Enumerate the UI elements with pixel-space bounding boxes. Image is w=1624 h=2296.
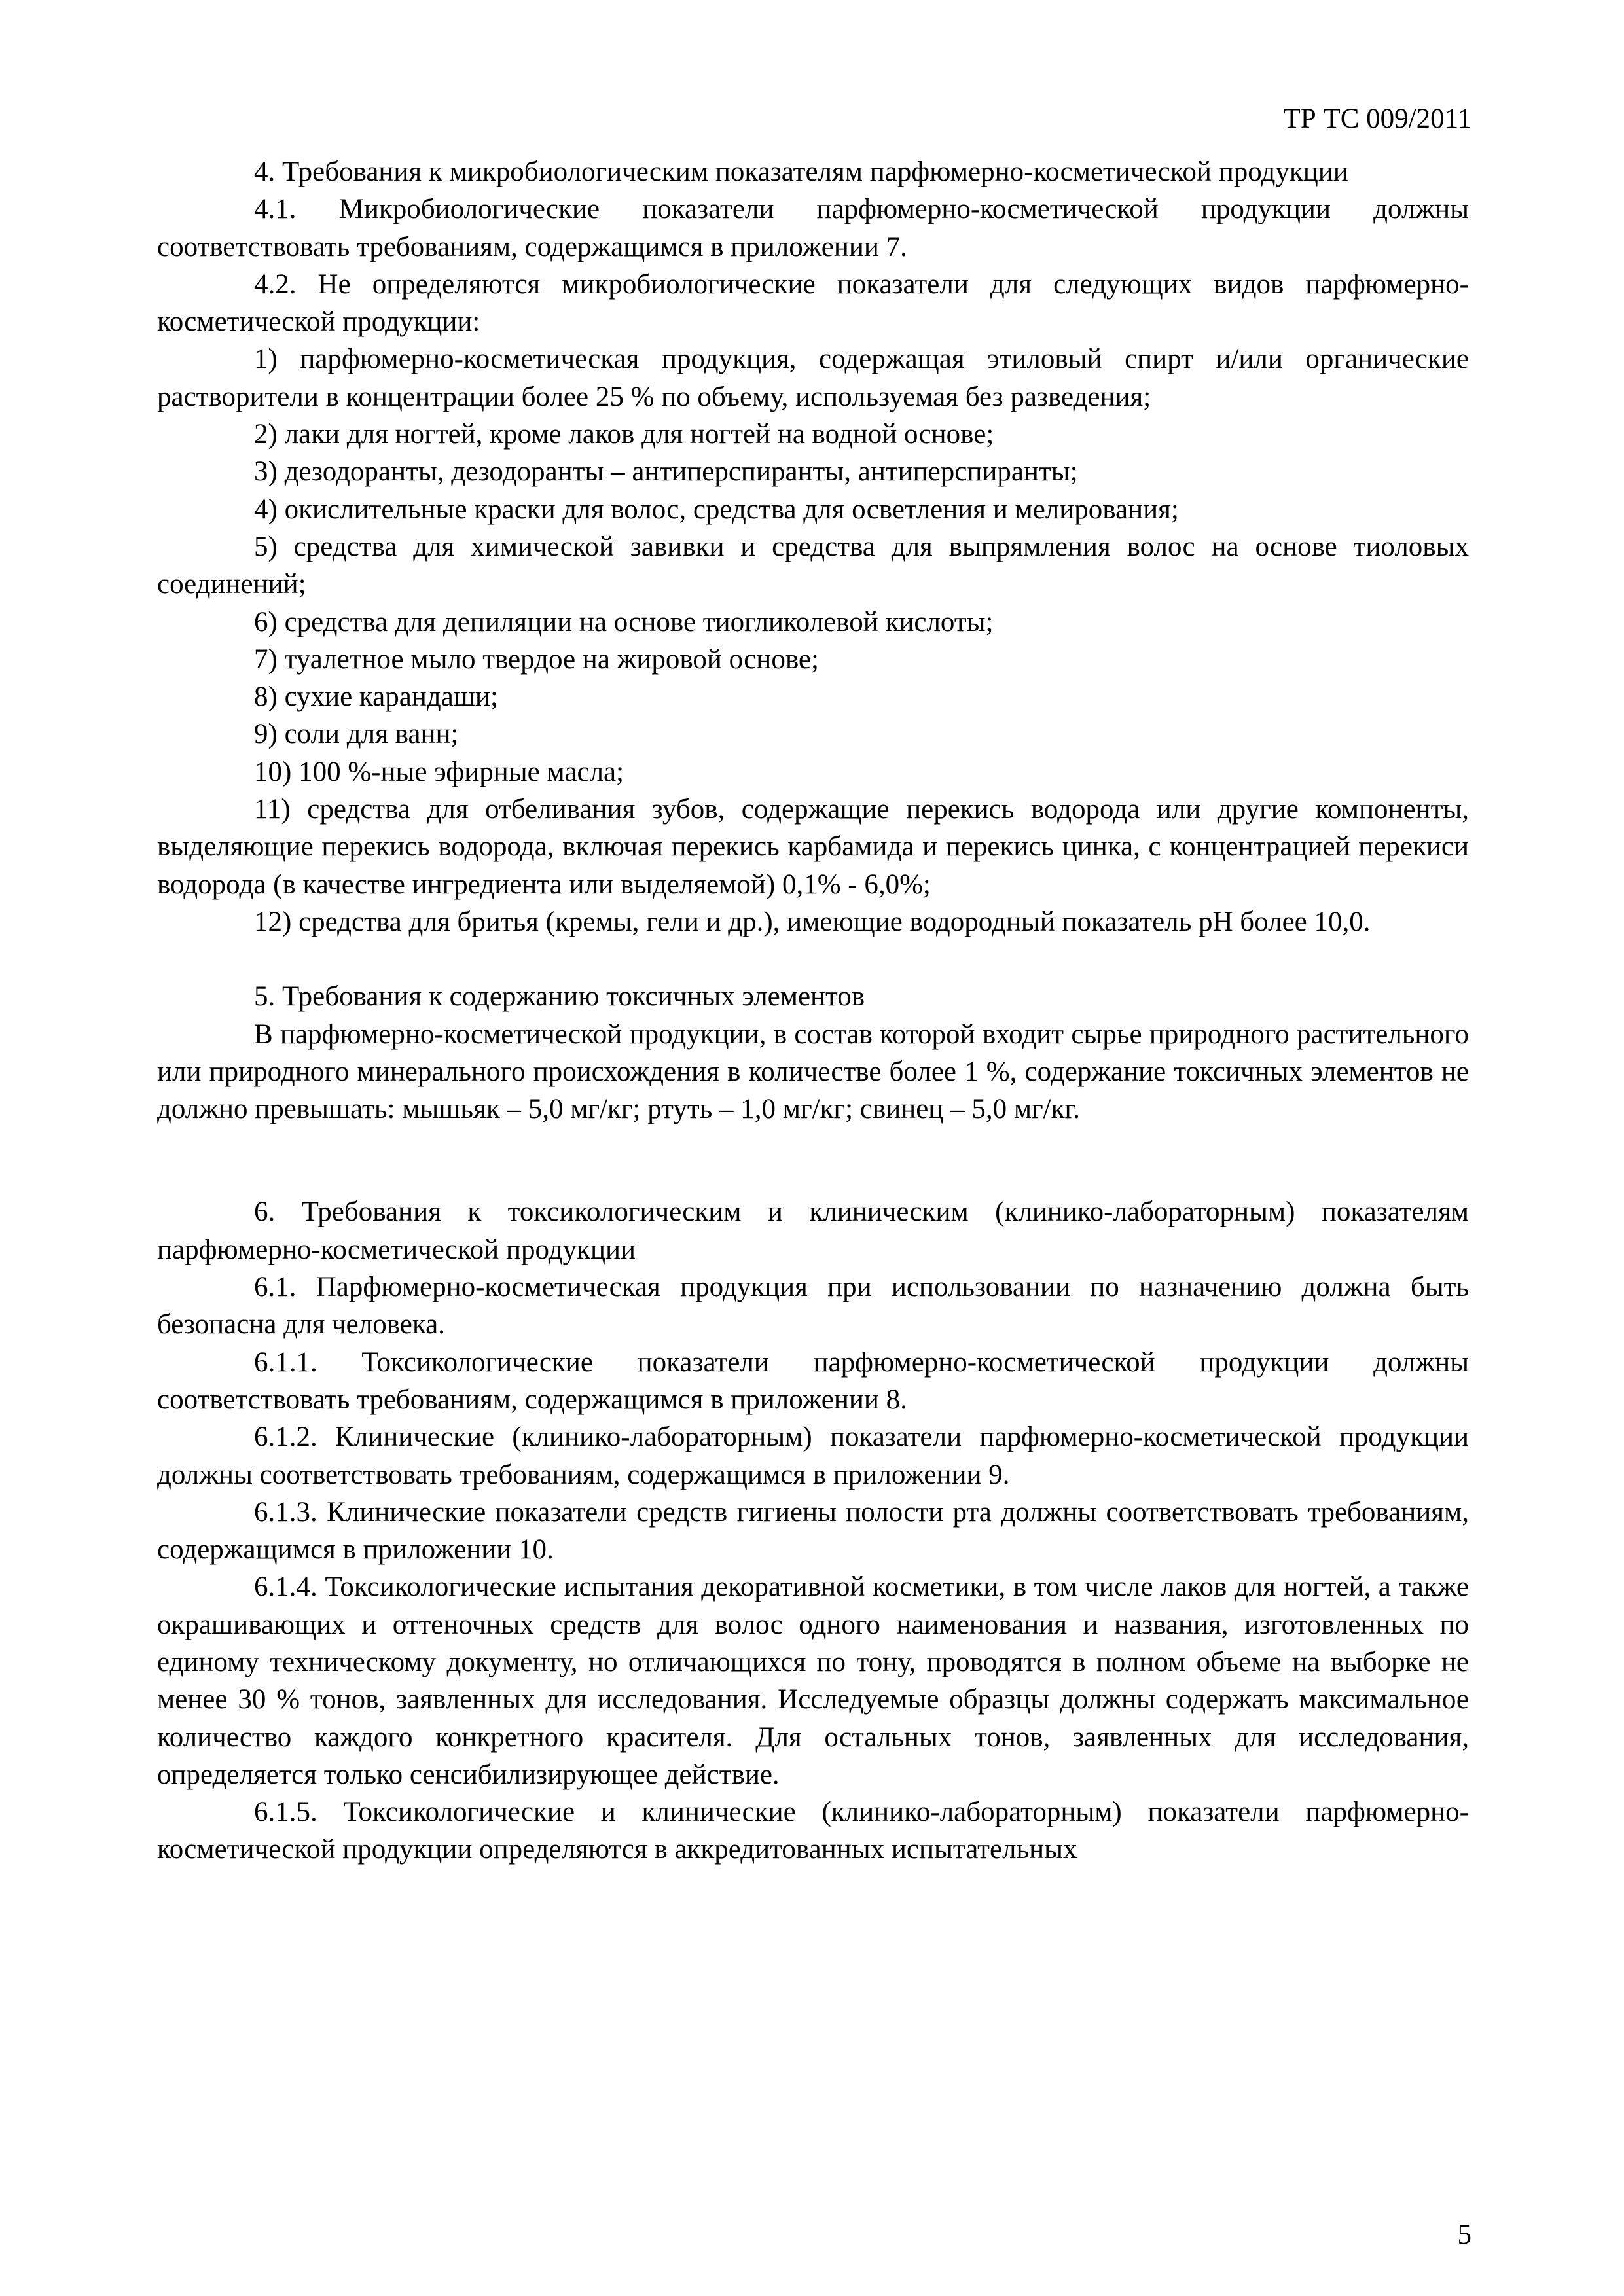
paragraph-6-1-3: 6.1.3. Клинические показатели средств гигиены полости рта должны соответствовать требованиям, содержащимся в приложении 10. [157, 1496, 1469, 1566]
list-item-6: 6) средства для депиляции на основе тиогликолевой кислоты; [254, 606, 994, 637]
list-item-3: 3) дезодоранты, дезодоранты – антиперспиранты, антиперспиранты; [254, 456, 1078, 488]
document-body [157, 153, 1469, 1869]
section-5-text: В парфюмерно-косметической продукции, в состав которой входит сырье природного растительного или природного минерального происхождения в количестве более 1 %, содержание токсичных элементов не должно превышать: мышьяк – 5,0 мг/кг; ртуть – 1,0 мг/кг; свинец – 5,0 мг/кг. [157, 1018, 1469, 1125]
section-5-heading: 5. Требования к содержанию токсичных элементов [254, 981, 865, 1013]
list-item-8: 8) сухие карандаши; [254, 681, 498, 713]
section-6-heading: 6. Требования к токсикологическим и клиническим (клинико-лабораторным) показателям парфюмерно-косметической продукции [157, 1196, 1469, 1265]
list-item-9: 9) соли для ванн; [254, 719, 459, 750]
paragraph-6-1-1: 6.1.1. Токсикологические показатели парфюмерно-косметической продукции должны соответствовать требованиям, содержащимся в приложении 8. [157, 1346, 1469, 1415]
paragraph-6-1-5: 6.1.5. Токсикологические и клинические (клинико-лабораторным) показатели парфюмерно-косметической продукции определяются в аккредитованных испытательных [157, 1797, 1469, 1865]
list-item-5: 5) средства для химической завивки и средства для выпрямления волос на основе тиоловых соединений; [157, 531, 1469, 600]
section-4-heading: 4. Требования к микробиологическим показателям парфюмерно-косметической продукции [254, 156, 1348, 187]
list-item-7: 7) туалетное мыло твердое на жировой основе; [254, 643, 819, 675]
paragraph-6-1: 6.1. Парфюмерно-косметическая продукция при использовании по назначению должна быть безопасна для человека. [157, 1272, 1469, 1340]
list-item-10: 10) 100 %-ные эфирные масла; [254, 756, 624, 787]
paragraph-6-1-2: 6.1.2. Клинические (клинико-лабораторным) показатели парфюмерно-косметической продукции должны соответствовать требованиям, содержащимся в приложении 9. [157, 1422, 1469, 1490]
document-code: ТР ТС 009/2011 [1283, 103, 1471, 134]
page-number: 5 [1457, 2219, 1471, 2250]
paragraph-6-1-4: 6.1.4. Токсикологические испытания декоративной косметики, в том числе лаков для ногтей, а также окрашивающих и оттеночных средств для волос одного наименования и названия, изготовленных по единому техническому документу, но отличающихся по тону, проводятся в полном объеме на выборке не менее 30 % тонов, заявленных для исследования. Исследуемые образцы должны содержать максимальное количество каждого конкретного красителя. Для остальных тонов, заявленных для исследования, определяется только сенсибилизирующее действие. [157, 1571, 1469, 1790]
section-spacer [157, 941, 1469, 978]
list-item-11: 11) средства для отбеливания зубов, содержащие перекись водорода или другие компоненты, выделяющие перекись водорода, включая перекись карбамида и перекись цинка, с концентрацией перекиси водорода (в качестве ингредиента или выделяемой) 0,1% - 6,0%; [157, 794, 1469, 900]
list-item-4: 4) окислительные краски для волос, средства для осветления и мелирования; [254, 493, 1179, 525]
section-spacer [157, 1128, 1469, 1193]
list-item-12: 12) средства для бритья (кремы, гели и др.), имеющие водородный показатель pH более 10,0. [254, 906, 1371, 937]
paragraph-4-1: 4.1. Микробиологические показатели парфюмерно-косметической продукции должны соответствовать требованиям, содержащимся в приложении 7. [157, 194, 1469, 262]
paragraph-4-2: 4.2. Не определяются микробиологические показатели для следующих видов парфюмерно-косметической продукции: [157, 268, 1469, 338]
list-item-1: 1) парфюмерно-косметическая продукция, содержащая этиловый спирт и/или органические растворители в концентрации более 25 % по объему, используемая без разведения; [157, 344, 1469, 412]
list-item-2: 2) лаки для ногтей, кроме лаков для ногтей на водной основе; [254, 419, 994, 450]
